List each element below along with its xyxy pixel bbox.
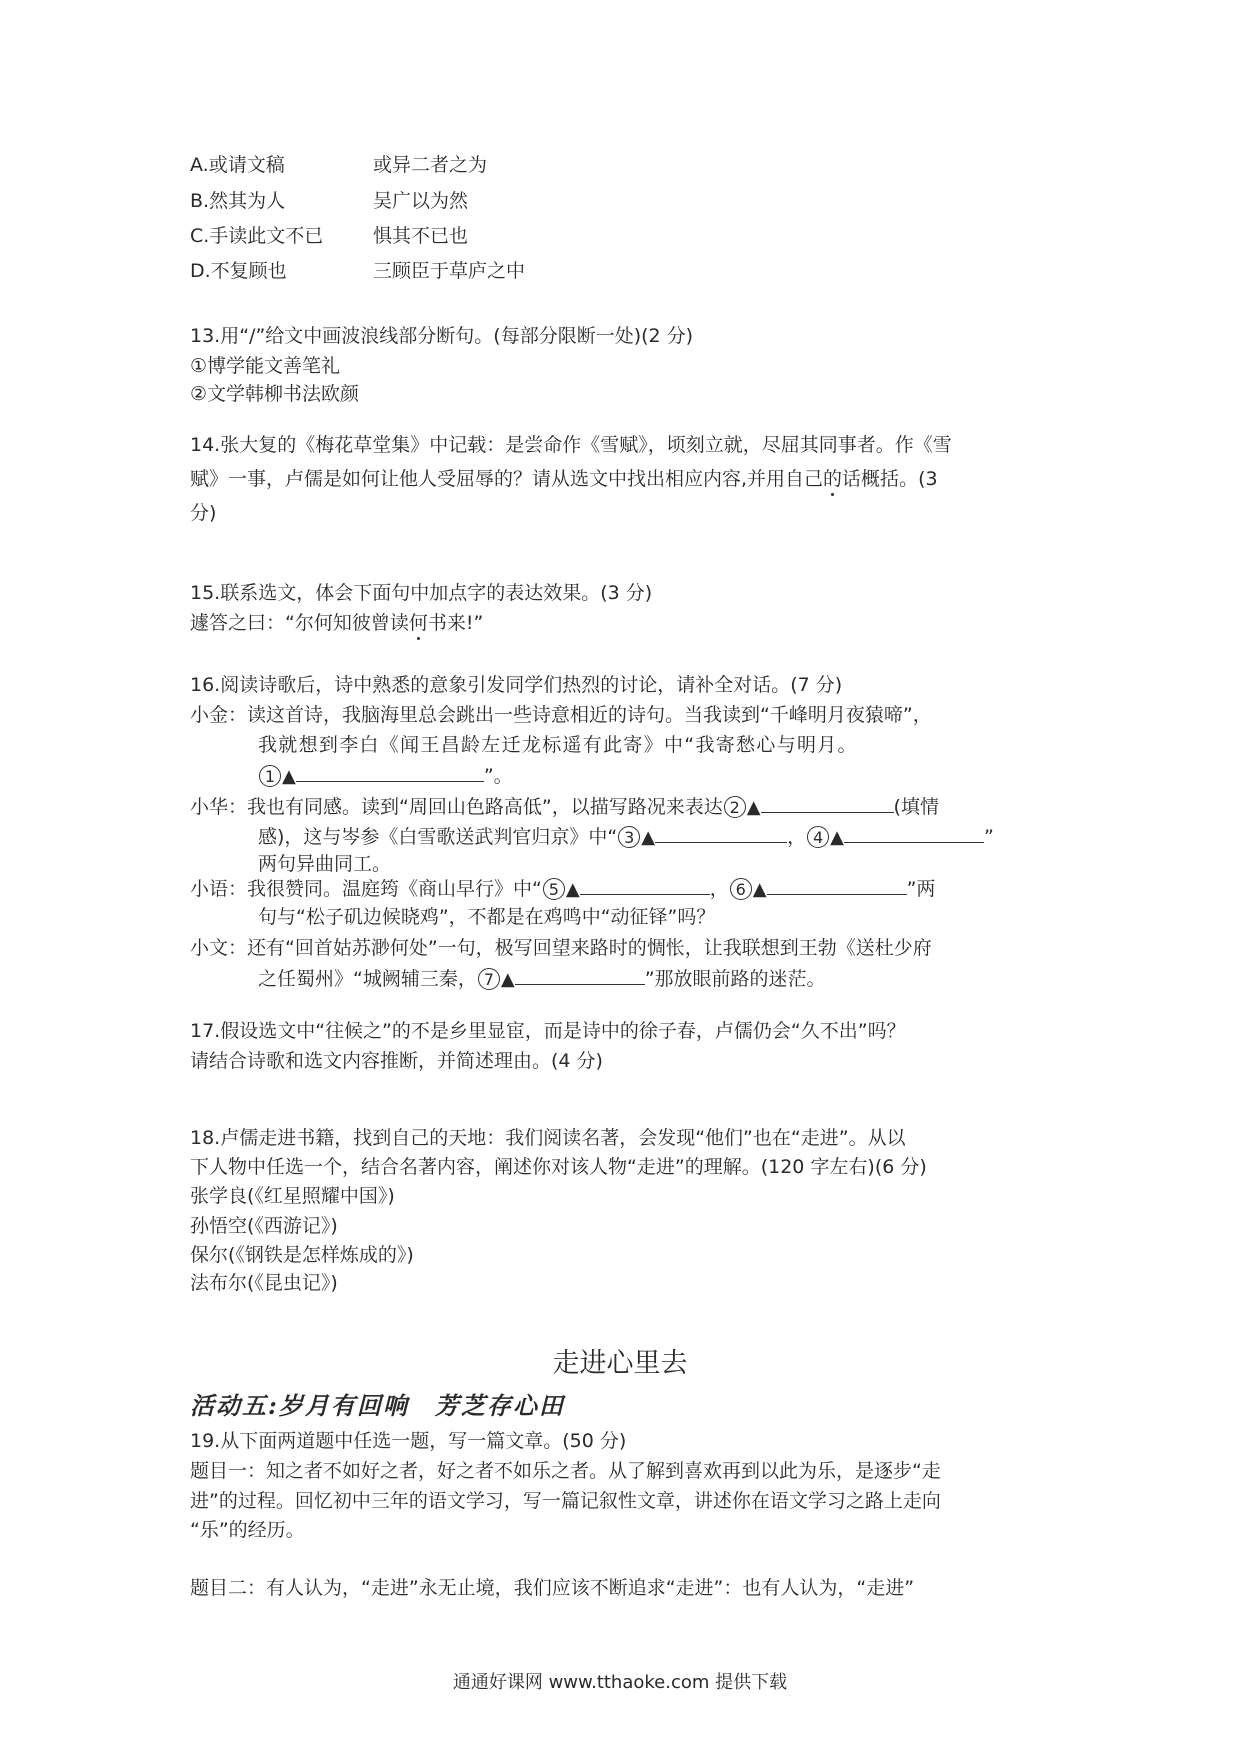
- q14-emphasis: 用自己的话概括: [766, 468, 900, 490]
- q16-hua-line-1: 小华：我也有同感。读到“周回山色路高低”，以描写路况来表达 2 ▲ (填情: [190, 792, 939, 821]
- q19-topic-1-line-3: “乐”的经历。: [190, 1519, 305, 1541]
- triangle-icon: ▲: [500, 969, 515, 990]
- answer-blank-2[interactable]: [761, 792, 894, 813]
- answer-blank-3[interactable]: [655, 822, 787, 843]
- blank-number-6: 6: [730, 878, 752, 900]
- triangle-icon: ▲: [282, 766, 296, 787]
- answer-blank-7[interactable]: [515, 964, 645, 985]
- triangle-icon: ▲: [641, 827, 656, 848]
- triangle-icon: ▲: [746, 797, 761, 818]
- q16-stem: 16.阅读诗歌后，诗中熟悉的意象引发同学们热烈的讨论，请补全对话。(7 分): [190, 674, 843, 696]
- q15-dotted-char: 何: [408, 612, 428, 634]
- q18-line-2: 下人物中任选一个，结合名著内容，阐述你对该人物“走进”的理解。(120 字左右)(6 分): [190, 1156, 927, 1178]
- option-b-left: B.然其为人: [190, 190, 286, 212]
- q16-yu-line-1: 小语：我很赞同。温庭筠《商山早行》中“ 5 ▲ ， 6 ▲ ”两: [190, 874, 935, 903]
- q14-line-3: 分): [190, 502, 217, 524]
- q15-stem: 15.联系选文，体会下面句中加点字的表达效果。(3 分): [190, 582, 653, 604]
- q14-line-1: 14.张大复的《梅花草堂集》中记载：是尝命作《雪赋》，顷刻立就，尽屈其同事者。作《雪: [190, 434, 952, 456]
- q19-topic-2-line-1: 题目二：有人认为，“走进”永无止境，我们应该不断追求“走进”：也有人认为，“走进”: [190, 1577, 915, 1599]
- q16-wen-line-2: 之任蜀州》“城阙辅三秦， 7 ▲ ”那放眼前路的迷茫。: [258, 964, 826, 993]
- q17-line-1: 17.假设选文中“往候之”的不是乡里显宦，而是诗中的徐子春，卢儒仍会“久不出”吗？: [190, 1020, 906, 1042]
- section-title: 走进心里去: [552, 1348, 688, 1379]
- q16-jin-line-3: 1 ▲ ”。: [258, 761, 513, 790]
- option-d-left: D.不复顾也: [190, 260, 287, 282]
- answer-blank-1[interactable]: [296, 761, 484, 782]
- answer-blank-5[interactable]: [580, 874, 710, 895]
- q16-hua-line-3: 两句异曲同工。: [258, 853, 392, 875]
- q19-stem: 19.从下面两道题中任选一题，写一篇文章。(50 分): [190, 1430, 627, 1452]
- triangle-icon: ▲: [565, 879, 580, 900]
- q16-hua-line-2: 感)，这与岑参《白雪歌送武判官归京》中“ 3 ▲ ， 4 ▲ ”: [258, 822, 994, 851]
- q18-person-3: 保尔(《钢铁是怎样炼成的》): [190, 1244, 414, 1266]
- blank-number-2: 2: [724, 796, 746, 818]
- q13-item-1: ①博学能文善笔礼: [190, 355, 341, 377]
- q18-person-1: 张学良(《红星照耀中国》): [190, 1185, 395, 1207]
- blank-number-5: 5: [543, 878, 565, 900]
- q13-stem: 13.用“/”给文中画波浪线部分断句。(每部分限断一处)(2 分): [190, 325, 694, 347]
- blank-number-3: 3: [618, 826, 640, 848]
- q17-line-2: 请结合诗歌和选文内容推断，并简述理由。(4 分): [190, 1050, 603, 1072]
- option-c-left: C.手读此文不已: [190, 225, 324, 247]
- q15-quote: 遽答之曰：“尔何知彼曾读何书来!”: [190, 612, 484, 634]
- q16-wen-line-1: 小文：还有“回首姑苏渺何处”一句，极写回望来路时的惆怅，让我联想到王勃《送杜少府: [190, 937, 932, 959]
- option-c-right: 惧其不已也: [373, 225, 469, 247]
- q18-person-4: 法布尔(《昆虫记》): [190, 1272, 338, 1294]
- option-d-right: 三顾臣于草庐之中: [373, 260, 526, 282]
- blank-number-1: 1: [259, 765, 281, 787]
- blank-number-7: 7: [478, 968, 500, 990]
- q16-jin-line-2: 我就想到李白《闻王昌龄左迁龙标遥有此寄》中“我寄愁心与明月。: [258, 734, 858, 756]
- q18-person-2: 孙悟空(《西游记》): [190, 1215, 338, 1237]
- answer-blank-4[interactable]: [844, 822, 984, 843]
- triangle-icon: ▲: [830, 827, 844, 848]
- option-b-right: 吴广以为然: [373, 190, 469, 212]
- q19-topic-1-line-2: 进”的过程。回忆初中三年的语文学习，写一篇记叙性文章，讲述你在语文学习之路上走向: [190, 1490, 941, 1512]
- q16-jin-line-1: 小金：读这首诗，我脑海里总会跳出一些诗意相近的诗句。当我读到“千峰明月夜猿啼”，: [190, 704, 932, 726]
- q19-topic-1-line-1: 题目一：知之者不如好之者，好之者不如乐之者。从了解到喜欢再到以此为乐，是逐步“走: [190, 1460, 941, 1482]
- q16-yu-line-2: 句与“松子矶边候晓鸡”，不都是在鸡鸣中“动征铎”吗？: [258, 906, 716, 928]
- answer-blank-6[interactable]: [767, 874, 907, 895]
- option-a-right: 或异二者之为: [373, 154, 488, 176]
- option-a-left: A.或请文稿: [190, 154, 285, 176]
- q18-line-1: 18.卢儒走进书籍，找到自己的天地：我们阅读名著，会发现“他们”也在“走进”。从以: [190, 1127, 906, 1149]
- q14-line-2: 赋》一事，卢儒是如何让他人受屈辱的？请从选文中找出相应内容,并用自己的话概括。(3: [190, 468, 938, 490]
- footer-source: 通通好课网 www.tthaoke.com 提供下载: [452, 1672, 788, 1693]
- activity-heading: 活动五:岁月有回响 芳芝存心田: [190, 1391, 565, 1420]
- q13-item-2: ②文学韩柳书法欧颜: [190, 383, 360, 405]
- triangle-icon: ▲: [752, 879, 767, 900]
- blank-number-4: 4: [807, 826, 829, 848]
